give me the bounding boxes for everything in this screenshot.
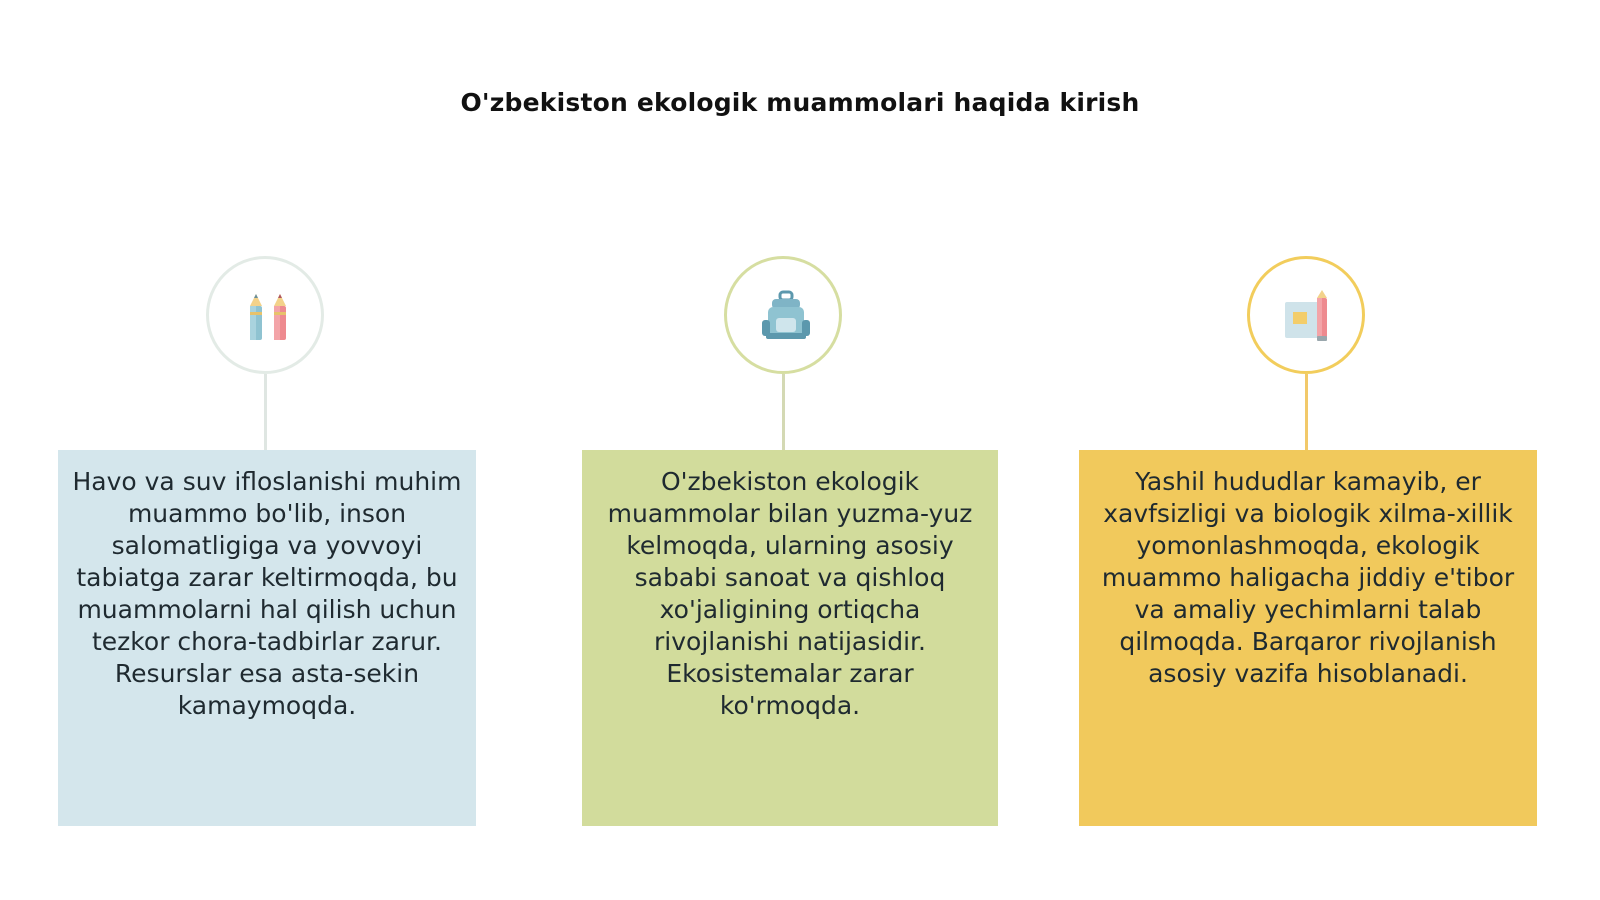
info-card-1 bbox=[58, 450, 476, 826]
icon-circle-2 bbox=[724, 256, 842, 374]
page-title: O'zbekiston ekologik muammolari haqida kirish bbox=[460, 88, 1140, 117]
connector-line-1 bbox=[264, 374, 267, 450]
connector-line-2 bbox=[782, 374, 785, 450]
icon-circle-3 bbox=[1247, 256, 1365, 374]
pencils-icon bbox=[238, 288, 298, 348]
backpack-icon bbox=[756, 288, 816, 348]
connector-line-3 bbox=[1305, 374, 1308, 450]
info-card-3 bbox=[1079, 450, 1537, 826]
icon-circle-1 bbox=[206, 256, 324, 374]
info-card-2 bbox=[582, 450, 998, 826]
card-text-3: Yashil hududlar kamayib, er xavfsizligi va biologik xilma-xillik yomonlashmoqda, ekologik muammo haligacha jiddiy e'tibor va amaliy yechimlarni talab qilmoqda. Barqaror rivojlanish asosiy vazifa hisoblanadi. bbox=[1101, 467, 1515, 688]
card-text-2: O'zbekiston ekologik muammolar bilan yuzma-yuz kelmoqda, ularning asosiy sababi sanoat va qishloq xo'jaligining ortiqcha rivojlanishi natijasidir. Ekosistemalar zarar ko'rmoqda. bbox=[607, 467, 973, 720]
card-text-1: Havo va suv ifloslanishi muhim muammo bo'lib, inson salomatligiga va yovvoyi tabiatga zarar keltirmoqda, bu muammolarni hal qilish uchun tezkor chora-tadbirlar zarur. Resurslar esa asta-sekin kamaymoqda. bbox=[72, 467, 462, 720]
drawing-icon bbox=[1279, 288, 1339, 348]
